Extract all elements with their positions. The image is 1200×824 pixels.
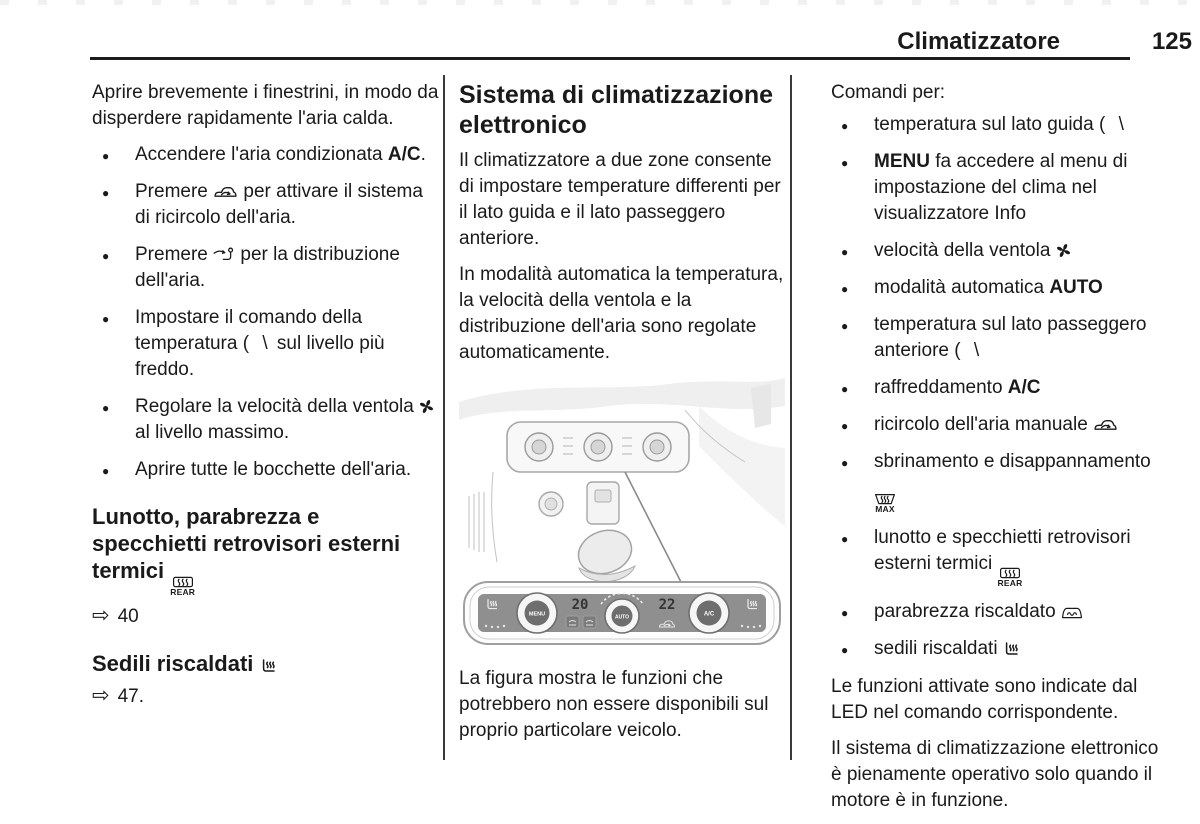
temperature-dial-icon: ( \: [954, 340, 984, 361]
heated-seat-icon: [260, 658, 277, 674]
scan-edge-artifact: [0, 0, 1200, 5]
paragraph: Le funzioni attivate sono indicate dal LED nel comando corrispondente.: [831, 676, 1138, 723]
page-reference: ⇨ 40: [92, 604, 139, 627]
list-item: ● Premere per attivare il sistema di ricircolo dell'aria.: [92, 179, 440, 231]
svg-text:MENU: MENU: [528, 611, 546, 618]
fan-icon: [419, 399, 434, 414]
air-recirculation-icon: [213, 185, 238, 199]
figure-caption: La figura mostra le funzioni che potrebbero non essere disponibili sul proprio particolare veicolo.: [459, 668, 769, 741]
temperature-dial-icon: ( \: [1098, 114, 1128, 135]
column-divider-left: [443, 75, 445, 760]
paragraph: Il sistema di climatizzazione elettronico è pienamente operativo solo quando il motore è in funzione.: [831, 738, 1159, 811]
chapter-title: Climatizzatore: [897, 28, 1060, 55]
right-column: [831, 80, 1167, 824]
air-distribution-icon: [213, 247, 235, 262]
list-item: ● Impostare il comando della temperatura ( \ sul livello più freddo.: [92, 305, 440, 383]
svg-text:22: 22: [658, 597, 676, 613]
list-item: ● Aprire tutte le bocchette dell'aria.: [92, 457, 440, 483]
column-divider-right: [790, 75, 792, 760]
rear-defrost-icon: REAR: [170, 576, 195, 597]
reference-arrow-icon: ⇨: [92, 604, 110, 627]
svg-text:A/C: A/C: [703, 611, 715, 618]
list-item: ● sedili riscaldati: [831, 636, 1167, 662]
list-item: ● modalità automatica AUTO: [831, 275, 1167, 301]
max-defrost-icon: MAX: [874, 493, 896, 514]
page-reference: ⇨ 47.: [92, 684, 145, 707]
list-lead: Comandi per:: [831, 82, 946, 103]
list-item: ● MENU fa accedere al menu di impostazione del clima nel visualizzatore Info: [831, 149, 1167, 227]
list-item: ● ricircolo dell'aria manuale: [831, 412, 1167, 438]
paragraph: In modalità automatica la temperatura, la velocità della ventola e la distribuzione dell'aria sono regolate automaticamente.: [459, 264, 784, 363]
climate-control-figure: [459, 376, 785, 656]
section-heading-rear-heating: Lunotto, parabrezza e specchietti retrovisori esterni termici REAR: [92, 504, 401, 597]
list-item: ● raffreddamento A/C: [831, 375, 1167, 401]
left-column: [92, 80, 440, 716]
reference-arrow-icon: ⇨: [92, 684, 110, 707]
list-item: ● Premere per la distribuzione dell'aria.: [92, 242, 440, 294]
list-item: ● Accendere l'aria condizionata A/C.: [92, 142, 440, 168]
list-item: ● velocità della ventola: [831, 238, 1167, 264]
temperature-dial-icon: ( \: [242, 333, 272, 354]
bullet-list: [831, 112, 1167, 662]
list-item: ● sbrinamento e disappannamento MAX: [831, 449, 1167, 514]
section-heading-heated-seats: Sedili riscaldati: [92, 650, 440, 677]
list-item: ● lunotto e specchietti retrovisori esterni termici REAR: [831, 525, 1167, 588]
fan-icon: [1056, 243, 1071, 258]
air-recirculation-icon: [1093, 418, 1118, 432]
bullet-list: [92, 142, 440, 483]
dashboard-illustration: [459, 376, 785, 648]
middle-column: [459, 80, 785, 754]
heated-seat-icon: [1003, 641, 1020, 657]
list-item: ● parabrezza riscaldato: [831, 599, 1167, 625]
svg-text:20: 20: [571, 597, 589, 613]
svg-text:AUTO: AUTO: [614, 614, 630, 621]
paragraph: Aprire brevemente i finestrini, in modo da disperdere rapidamente l'aria calda.: [92, 82, 439, 129]
list-item: ● Regolare la velocità della ventola al livello massimo.: [92, 394, 440, 446]
section-title: Sistema di climatizzazione elettronico: [459, 81, 773, 139]
list-item: ● temperatura sul lato passeggero anteriore ( \: [831, 312, 1167, 364]
list-item: ● temperatura sul lato guida ( \: [831, 112, 1167, 138]
rear-defrost-icon: REAR: [998, 567, 1023, 588]
heated-windshield-icon: [1061, 607, 1083, 619]
page-number: 125: [1151, 28, 1192, 55]
header-rule: [90, 57, 1130, 60]
paragraph: Il climatizzatore a due zone consente di impostare temperature differenti per il lato guida e il lato passeggero anteriore.: [459, 150, 781, 249]
